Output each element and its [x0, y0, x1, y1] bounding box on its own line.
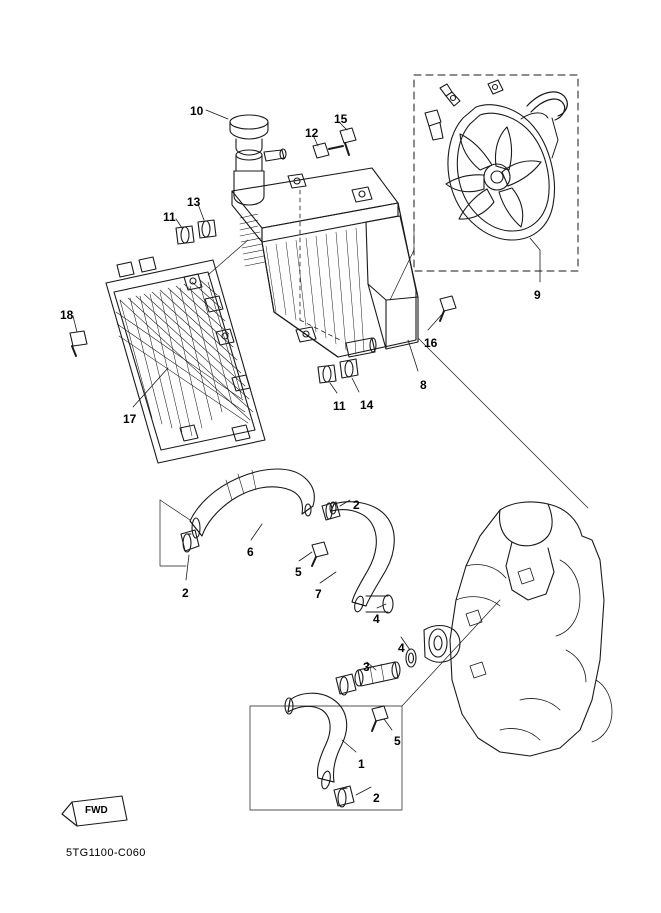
callout-5-lower: 5	[394, 734, 401, 748]
callout-3: 3	[363, 660, 370, 674]
callout-10: 10	[190, 104, 204, 118]
callout-17: 17	[123, 412, 137, 426]
callout-14: 14	[360, 398, 374, 412]
callout-8: 8	[420, 378, 427, 392]
fwd-direction-label: FWD	[85, 805, 108, 816]
callout-11-lower: 11	[333, 399, 346, 413]
callout-2-bottom: 2	[373, 791, 380, 805]
callout-2-left: 2	[182, 586, 189, 600]
callout-4-lower: 4	[398, 641, 405, 655]
callout-15: 15	[334, 112, 348, 126]
callout-5-upper: 5	[295, 565, 302, 579]
callout-12: 12	[305, 126, 319, 140]
callout-9: 9	[534, 288, 541, 302]
callout-11-upper: 11	[163, 210, 176, 224]
callout-16: 16	[424, 336, 438, 350]
callout-13: 13	[187, 195, 201, 209]
callout-6: 6	[247, 545, 254, 559]
callout-2-upper: 2	[353, 498, 360, 512]
callout-18: 18	[60, 308, 74, 322]
callout-4-upper: 4	[373, 612, 380, 626]
callout-7: 7	[315, 587, 322, 601]
part-code-label: 5TG1100-C060	[66, 847, 146, 859]
callout-1: 1	[358, 757, 365, 771]
